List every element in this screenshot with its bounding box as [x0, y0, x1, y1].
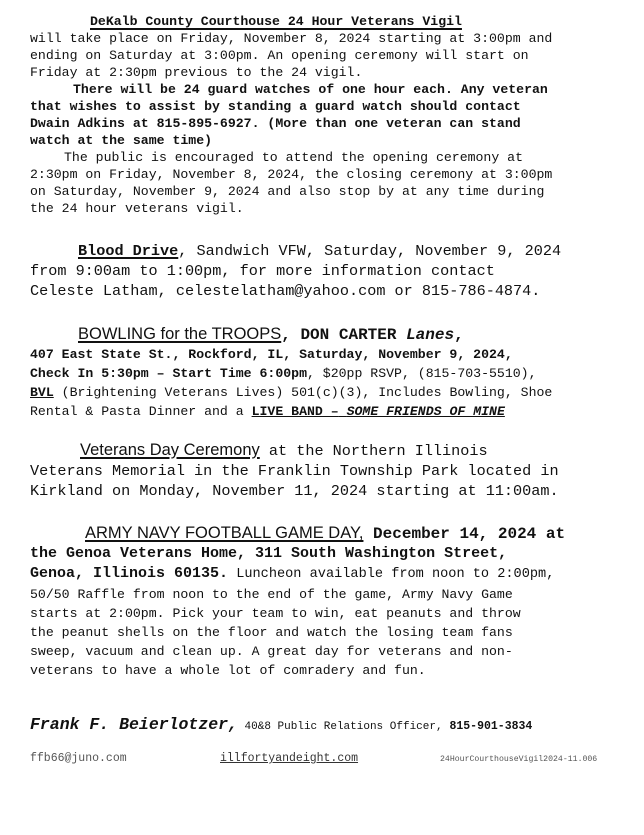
- bowling-line-4-text: (Brightening Veterans Lives) 501(c)(3), Includes Bowling, Shoe: [53, 385, 553, 400]
- don-carter: DON CARTER: [300, 326, 397, 344]
- vigil-guard-line: Dwain Adkins at 815-895-6927. (More than one veteran can stand: [30, 116, 521, 131]
- footer-email[interactable]: ffb66@juno.com: [30, 752, 127, 765]
- blood-line-1-text: , Sandwich VFW, Saturday, November 9, 2024: [178, 242, 562, 260]
- footer-file-id: 24HourCourthouseVigil2024-11.006: [440, 755, 598, 764]
- army-title: ARMY NAVY FOOTBALL GAME DAY,: [85, 524, 364, 542]
- bvl-abbr: BVL: [30, 385, 54, 400]
- live-band-text: LIVE BAND –: [251, 404, 339, 419]
- bowling-section: [30, 324, 620, 421]
- vigil-public-line: on Saturday, November 9, 2024 and also stop by at any time during: [30, 184, 545, 199]
- signature-phone: 815-901-3834: [442, 720, 533, 733]
- bowling-line-2: 407 East State St., Rockford, IL, Saturday, November 9, 2024,: [30, 347, 513, 362]
- bowling-comma: ,: [454, 326, 464, 344]
- vets-line-1: [30, 440, 620, 461]
- bowling-line-1: [30, 324, 620, 345]
- army-line: sweep, vacuum and clean up. A great day for veterans and non-: [30, 644, 513, 659]
- signature-name: Frank F. Beierlotzer,: [30, 715, 238, 734]
- lanes-text: Lanes: [406, 326, 455, 344]
- vets-line-3: Kirkland on Monday, November 11, 2024 starting at 11:00am.: [30, 482, 559, 500]
- bowling-line-5: [30, 402, 620, 421]
- vigil-public-line: the 24 hour veterans vigil.: [30, 201, 244, 216]
- army-line-3: [30, 564, 620, 585]
- bowling-line-5-text: Rental & Pasta Dinner and a: [30, 404, 252, 419]
- vigil-intro-line: Friday at 2:30pm previous to the 24 vigil.: [30, 65, 363, 80]
- vigil-title-line: [30, 13, 620, 30]
- blood-title: Blood Drive: [78, 242, 179, 260]
- vets-title: Veterans Day Ceremony: [80, 441, 260, 459]
- vets-line-2: Veterans Memorial in the Franklin Township Park located in: [30, 462, 559, 480]
- bowling-sep: ,: [281, 326, 301, 344]
- vigil-guard-line: There will be 24 guard watches of one hour each. Any veteran: [73, 82, 548, 97]
- live-band-space: [339, 404, 347, 419]
- vigil-section: [30, 13, 620, 217]
- band-name: SOME FRIENDS OF MINE: [346, 404, 505, 419]
- vigil-intro-line: will take place on Friday, November 8, 2024 starting at 3:00pm and: [30, 31, 553, 46]
- army-line-3-text: Luncheon available from noon to 2:00pm,: [228, 567, 555, 582]
- army-line-1: [30, 523, 620, 544]
- footer-website[interactable]: illfortyandeight.com: [220, 752, 359, 765]
- vigil-guard-line: watch at the same time): [30, 133, 213, 148]
- army-navy-section: [30, 523, 620, 680]
- signature-line: [30, 715, 620, 734]
- army-date: December 14, 2024 at: [363, 525, 566, 543]
- vigil-public-line: 2:30pm on Friday, November 8, 2024, the closing ceremony at 3:00pm: [30, 167, 553, 182]
- army-address: Genoa, Illinois 60135.: [30, 565, 229, 582]
- blood-drive-section: [30, 241, 620, 301]
- vets-line-1-text: at the Northern Illinois: [259, 442, 488, 460]
- bowling-line-4: [30, 383, 620, 402]
- blood-line-3: Celeste Latham, celestelatham@yahoo.com or 815-786-4874.: [30, 282, 541, 300]
- vigil-title: DeKalb County Courthouse 24 Hour Veterans Vigil: [90, 14, 462, 29]
- army-line: veterans to have a whole lot of comradery and fun.: [30, 663, 426, 678]
- blood-line-2: from 9:00am to 1:00pm, for more information contact: [30, 262, 495, 280]
- signature-row: [30, 715, 620, 734]
- bowling-line-3: [30, 364, 620, 383]
- vigil-public-line: The public is encouraged to attend the opening ceremony at: [64, 150, 523, 165]
- army-line-2: the Genoa Veterans Home, 311 South Washington Street,: [30, 545, 508, 562]
- army-line: the peanut shells on the floor and watch the losing team fans: [30, 625, 513, 640]
- bowling-title: BOWLING for the TROOPS: [78, 325, 282, 343]
- live-band: [252, 404, 505, 419]
- army-line: starts at 2:00pm. Pick your team to win, eat peanuts and throw: [30, 606, 521, 621]
- signature-role: 40&8 Public Relations Officer,: [237, 721, 443, 733]
- blood-line-1: [30, 241, 620, 261]
- army-line: 50/50 Raffle from noon to the end of the game, Army Navy Game: [30, 587, 513, 602]
- vigil-guard-line: that wishes to assist by standing a guard watch should contact: [30, 99, 521, 114]
- veterans-day-section: [30, 440, 620, 501]
- bowling-times: Check In 5:30pm – Start Time 6:00pm: [30, 366, 307, 381]
- vigil-intro-line: ending on Saturday at 3:00pm. An opening ceremony will start on: [30, 48, 529, 63]
- bowling-rsvp: , $20pp RSVP, (815-703-5510),: [306, 366, 537, 381]
